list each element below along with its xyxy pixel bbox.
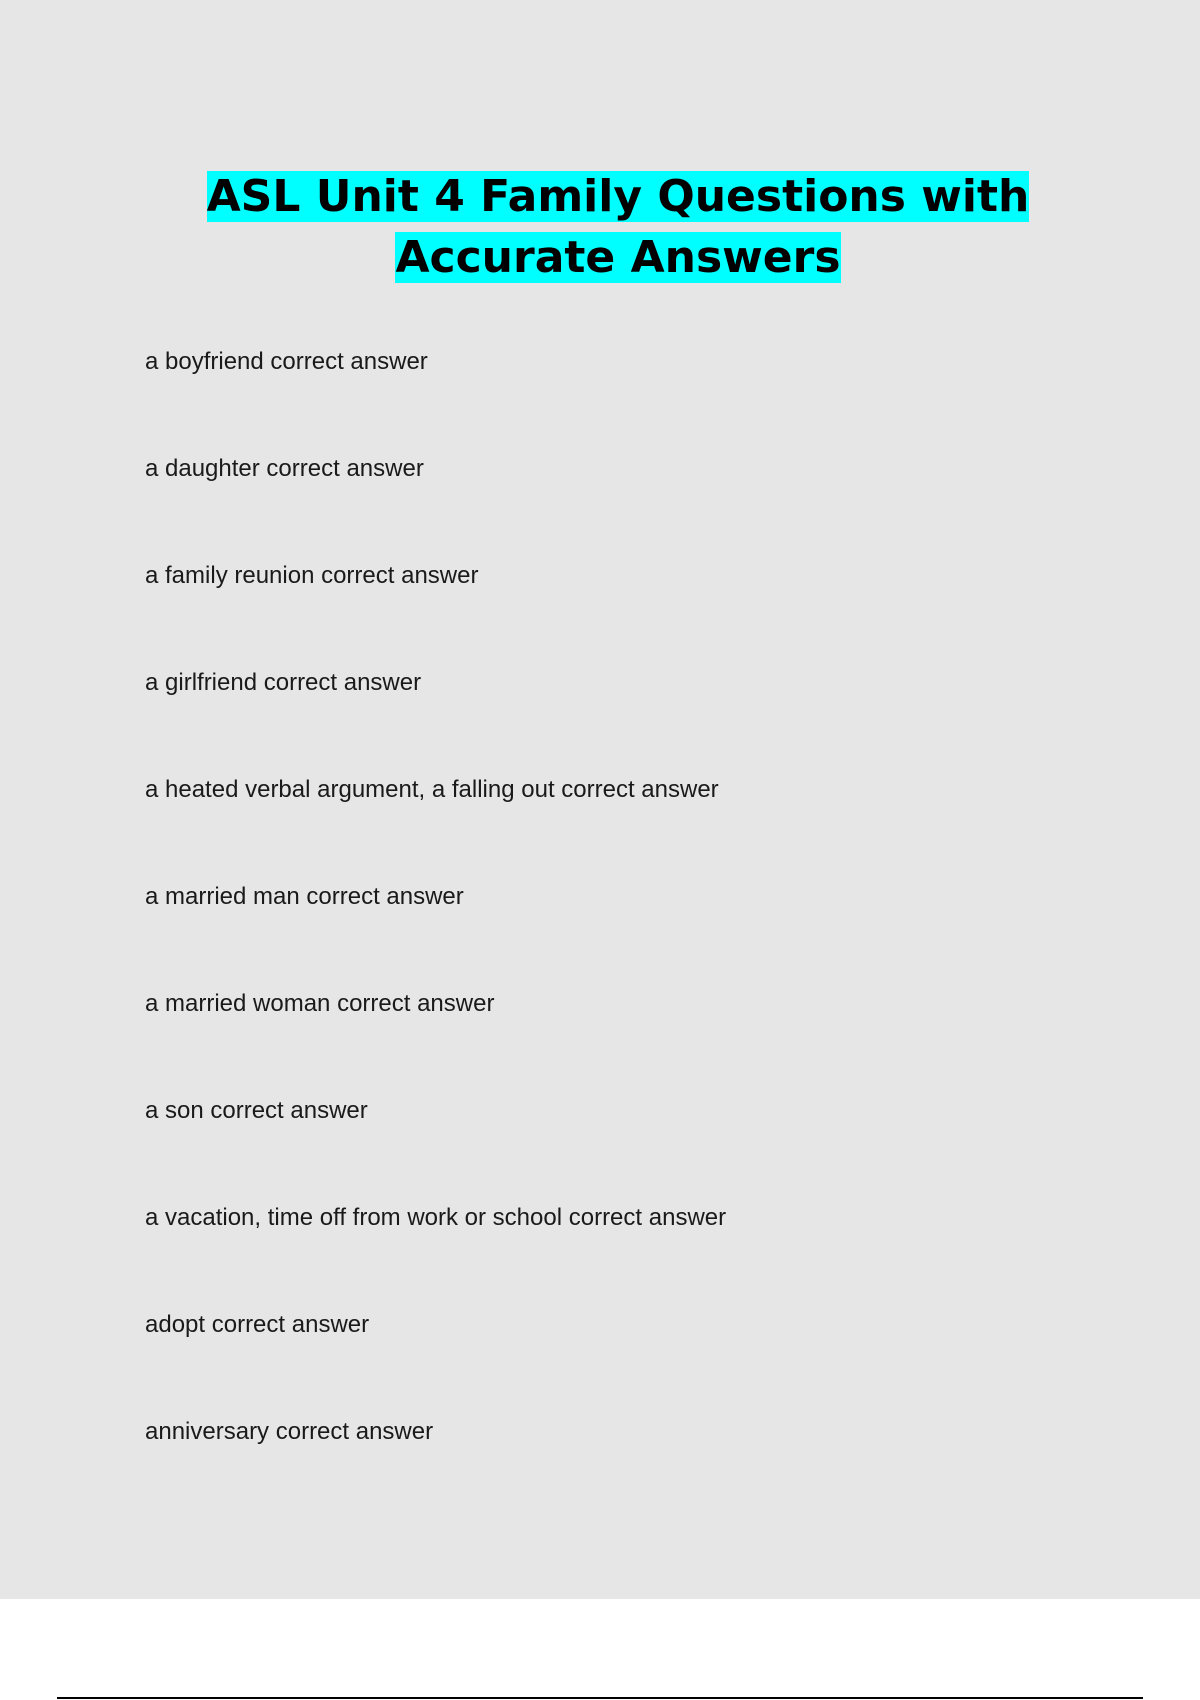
list-item: adopt correct answer xyxy=(145,1311,370,1338)
question-list xyxy=(145,342,726,1519)
list-item: a son correct answer xyxy=(145,1097,368,1124)
document-title-line-1: ASL Unit 4 Family Questions with xyxy=(206,171,1030,222)
list-item: a family reunion correct answer xyxy=(145,562,479,589)
footer-divider xyxy=(57,1697,1143,1699)
document-title xyxy=(0,166,1200,288)
title-block xyxy=(0,166,1200,288)
list-item: a daughter correct answer xyxy=(145,455,424,482)
list-item: a married woman correct answer xyxy=(145,990,495,1017)
list-item: a heated verbal argument, a falling out correct answer xyxy=(145,776,719,803)
list-item: a married man correct answer xyxy=(145,883,464,910)
list-item: a girlfriend correct answer xyxy=(145,669,422,696)
document-title-line-2: Accurate Answers xyxy=(395,232,841,283)
list-item: a boyfriend correct answer xyxy=(145,348,428,375)
list-item: anniversary correct answer xyxy=(145,1418,434,1445)
list-item: a vacation, time off from work or school correct answer xyxy=(145,1204,727,1231)
